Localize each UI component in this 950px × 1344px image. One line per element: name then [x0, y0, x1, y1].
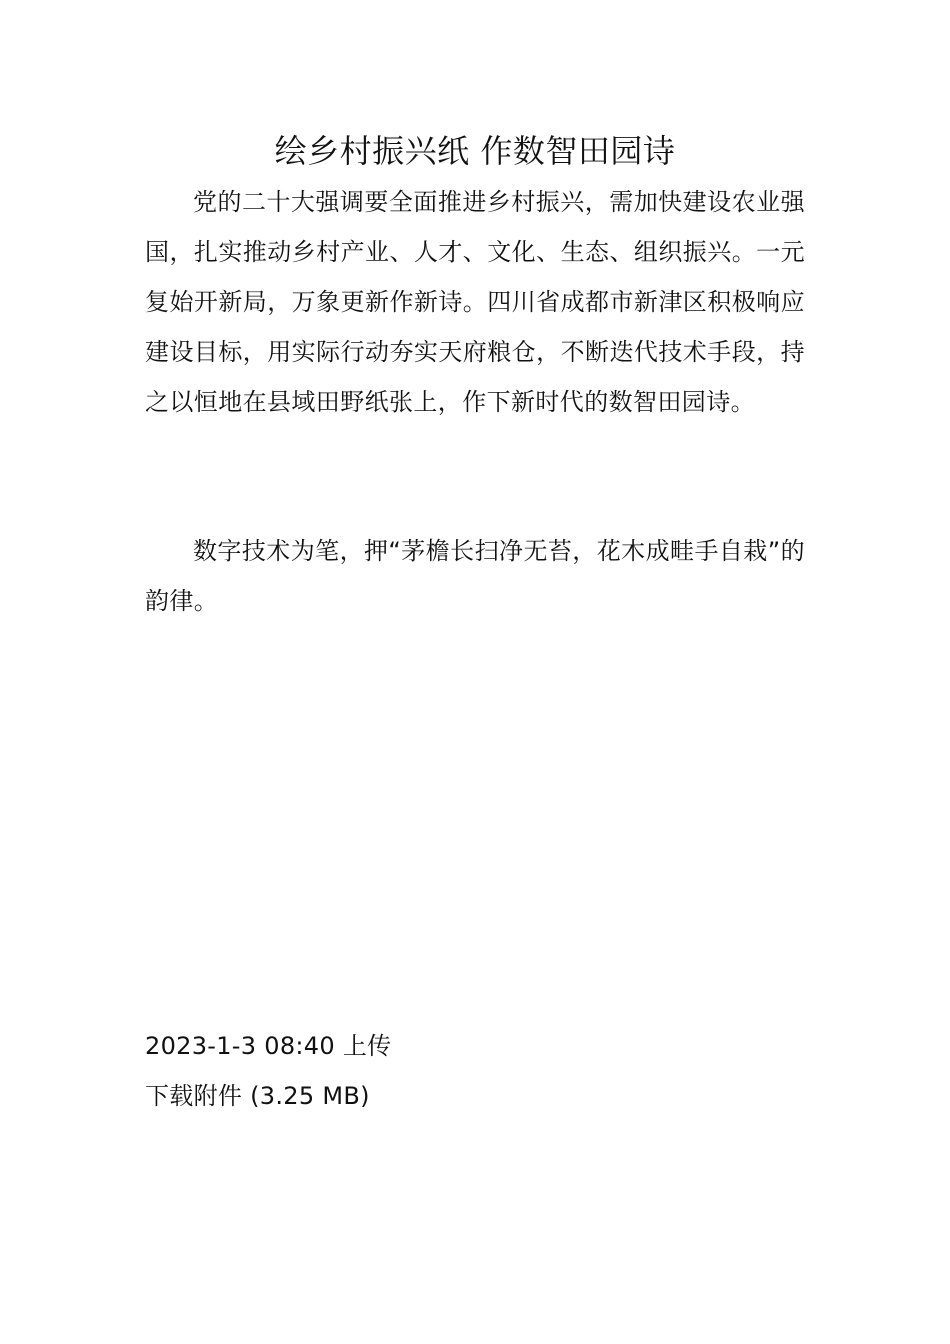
document-title: 绘乡村振兴纸 作数智田园诗 — [274, 132, 676, 170]
paragraph-digital-tech: 数字技术为笔，押“茅檐长扫净无苔，花木成畦手自栽”的韵律。 — [145, 537, 805, 615]
paragraph-intro: 党的二十大强调要全面推进乡村振兴，需加快建设农业强国，扎实推动乡村产业、人才、文化、生态、组织振兴。一元复始开新局，万象更新作新诗。四川省成都市新津区积极响应建设目标，用实际行动夯实天府粮仓，不断迭代技术手段，持之以恒地在县域田野纸张上，作下新时代的数智田园诗。 — [145, 188, 805, 416]
download-attachment-link[interactable]: 下载附件 (3.25 MB) — [145, 1082, 370, 1110]
upload-timestamp: 2023-1-3 08:40 上传 — [145, 1032, 392, 1060]
